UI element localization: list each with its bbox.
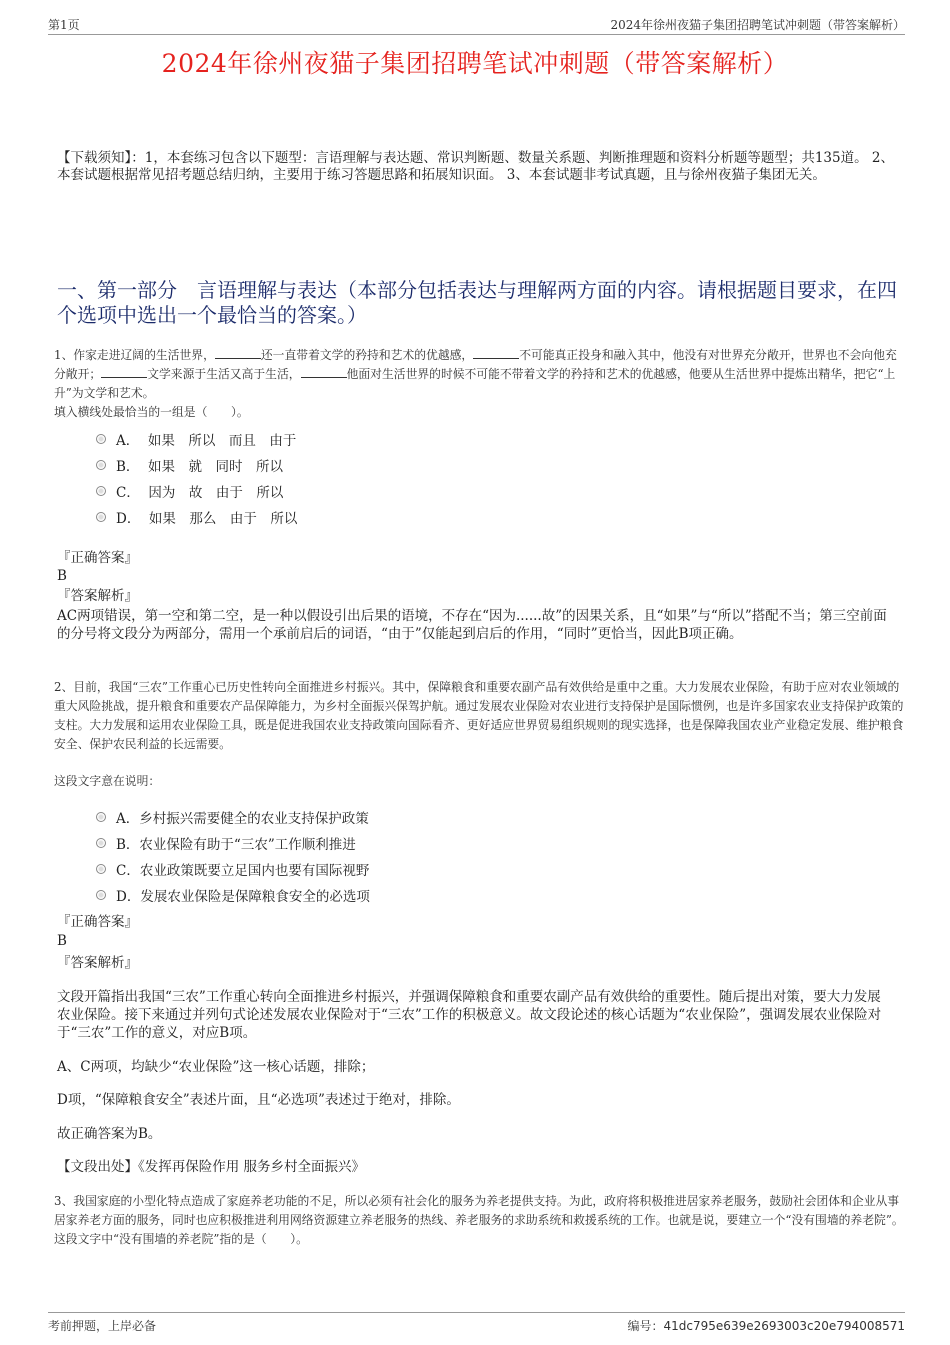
- question-1-text: [54, 346, 904, 422]
- q1-part-3: 不可能真正投身和融入其中，他没有对世界充分敞开，世界也不会向他充分敞开；: [54, 348, 897, 381]
- option-d[interactable]: D．发展农业保险是保障粮食安全的必选项: [96, 882, 370, 908]
- radio-icon[interactable]: [96, 460, 106, 470]
- question-1-options: [96, 426, 297, 530]
- radio-icon[interactable]: [96, 812, 106, 822]
- option-b[interactable]: B． 如果 就 同时 所以: [96, 452, 297, 478]
- option-c[interactable]: C． 因为 故 由于 所以: [96, 478, 297, 504]
- q1-answer: B: [57, 568, 67, 584]
- q2-analysis-2: A、C两项，均缺少“农业保险”这一核心话题，排除；: [57, 1059, 375, 1075]
- q2-analysis-label: 『答案解析』: [57, 955, 138, 971]
- document-title: 2024年徐州夜猫子集团招聘笔试冲刺题（带答案解析）: [161, 49, 789, 78]
- q3-body: 3、我国家庭的小型化特点造成了家庭养老功能的不足，所以必须有社会化的服务为养老提供支持。为此，政府将积极推进居家养老服务，鼓励社会团体和企业从事居家养老方面的服务，同时也应积极推进利用网络资源建立养老服务的热线、养老服务的求助系统和救援系统的工作。也就是说，要建立一个“没有围墙的养老院”。: [54, 1194, 904, 1227]
- option-b[interactable]: B．农业保险有助于“三农”工作顺利推进: [96, 830, 370, 856]
- header-doc-title: 2024年徐州夜猫子集团招聘笔试冲刺题（带答案解析）: [610, 18, 905, 32]
- answer-blank: [101, 365, 147, 378]
- radio-icon[interactable]: [96, 864, 106, 874]
- q2-source: 【文段出处】《发挥再保险作用 服务乡村全面振兴》: [57, 1159, 366, 1175]
- footer-serial: 编号：41dc795e639e2693003c20e794008571: [627, 1319, 905, 1333]
- q1-part-1: 1、作家走进辽阔的生活世界，: [54, 348, 215, 362]
- q1-prompt: 填入横线处最恰当的一组是（ ）。: [54, 405, 249, 419]
- q1-part-2: 还一直带着文学的矜持和艺术的优越感，: [260, 348, 474, 362]
- radio-icon[interactable]: [96, 838, 106, 848]
- page-header: [48, 14, 905, 35]
- q2-analysis-4: 故正确答案为B。: [57, 1126, 162, 1142]
- q2-analysis-1: 文段开篇指出我国“三农”工作重心转向全面推进乡村振兴，并强调保障粮食和重要农副产品有效供给的重要性。随后提出对策，要大力发展农业保险。接下来通过并列句式论述发展农业保险对于“三农”工作的积极意义。故文段论述的核心话题为“农业保险”，强调发展农业保险对于“三农”工作的意义，对应B项。: [57, 989, 882, 1041]
- question-2-text: 2、目前，我国“三农”工作重心已历史性转向全面推进乡村振兴。其中，保障粮食和重要农副产品有效供给是重中之重。大力发展农业保险，有助于应对农业领域的重大风险挑战，提升粮食和重要农产品保障能力，为乡村全面振兴保驾护航。通过发展农业保险对农业进行支持保护是国际惯例，也是许多国家农业支持保护政策的支柱。大力发展和运用农业保险工具，既是促进我国农业支持政策向国际看齐、更好适应世界贸易组织规则的现实选择，也是保障我国农业产业稳定发展、维护粮食安全、保护农民利益的长远需要。: [54, 680, 904, 751]
- q2-prompt: 这段文字意在说明：: [54, 774, 161, 788]
- question-2-options: [96, 804, 370, 908]
- option-c[interactable]: C．农业政策既要立足国内也要有国际视野: [96, 856, 370, 882]
- answer-blank: [215, 346, 261, 359]
- footer-slogan: 考前押题，上岸必备: [48, 1319, 157, 1333]
- radio-icon[interactable]: [96, 890, 106, 900]
- radio-icon[interactable]: [96, 486, 106, 496]
- option-a[interactable]: A． 如果 所以 而且 由于: [96, 426, 297, 452]
- q1-part-4: 文学来源于生活又高于生活，: [147, 367, 301, 381]
- page-number: 第1页: [48, 18, 80, 32]
- option-d[interactable]: D． 如果 那么 由于 所以: [96, 504, 297, 530]
- page-footer: [48, 1312, 905, 1335]
- radio-icon[interactable]: [96, 434, 106, 444]
- radio-icon[interactable]: [96, 512, 106, 522]
- q2-answer: B: [57, 933, 67, 949]
- q1-analysis-label: 『答案解析』: [57, 588, 138, 604]
- section-title: 一、第一部分 言语理解与表达（本部分包括表达与理解两方面的内容。请根据题目要求，在四个选项中选出一个最恰当的答案。）: [57, 278, 897, 327]
- download-notice: 【下载须知】：1，本套练习包含以下题型：言语理解与表达题、常识判断题、数量关系题、判断推理题和资料分析题等题型；共135道。 2、本套试题根据常见招考题总结归纳，主要用于练习答题思路和拓展知识面。 3、本套试题非考试真题，且与徐州夜猫子集团无关。: [57, 150, 894, 183]
- answer-blank: [301, 365, 347, 378]
- q2-analysis-3: D项，“保障粮食安全”表述片面，且“必选项”表述过于绝对，排除。: [57, 1092, 460, 1108]
- question-3-text: [54, 1192, 904, 1249]
- option-a[interactable]: A．乡村振兴需要健全的农业支持保护政策: [96, 804, 370, 830]
- q1-part-5: 他面对生活世界的时候不可能不带着文学的矜持和艺术的优越感，他要从生活世界中提炼出精华，把它“上升”为文学和艺术。: [54, 367, 896, 400]
- q1-answer-label: 『正确答案』: [57, 550, 138, 566]
- q2-answer-label: 『正确答案』: [57, 914, 138, 930]
- answer-blank: [473, 346, 519, 359]
- q1-analysis: AC两项错误，第一空和第二空，是一种以假设引出后果的语境，不存在“因为......故”的因果关系，且“如果”与“所以”搭配不当；第三空前面的分号将文段分为两部分，需用一个承前启后的词语，“由于”仅能起到启后的作用，“同时”更恰当，因此B项正确。: [57, 608, 887, 642]
- q3-prompt: 这段文字中“没有围墙的养老院”指的是（ ）。: [54, 1232, 308, 1246]
